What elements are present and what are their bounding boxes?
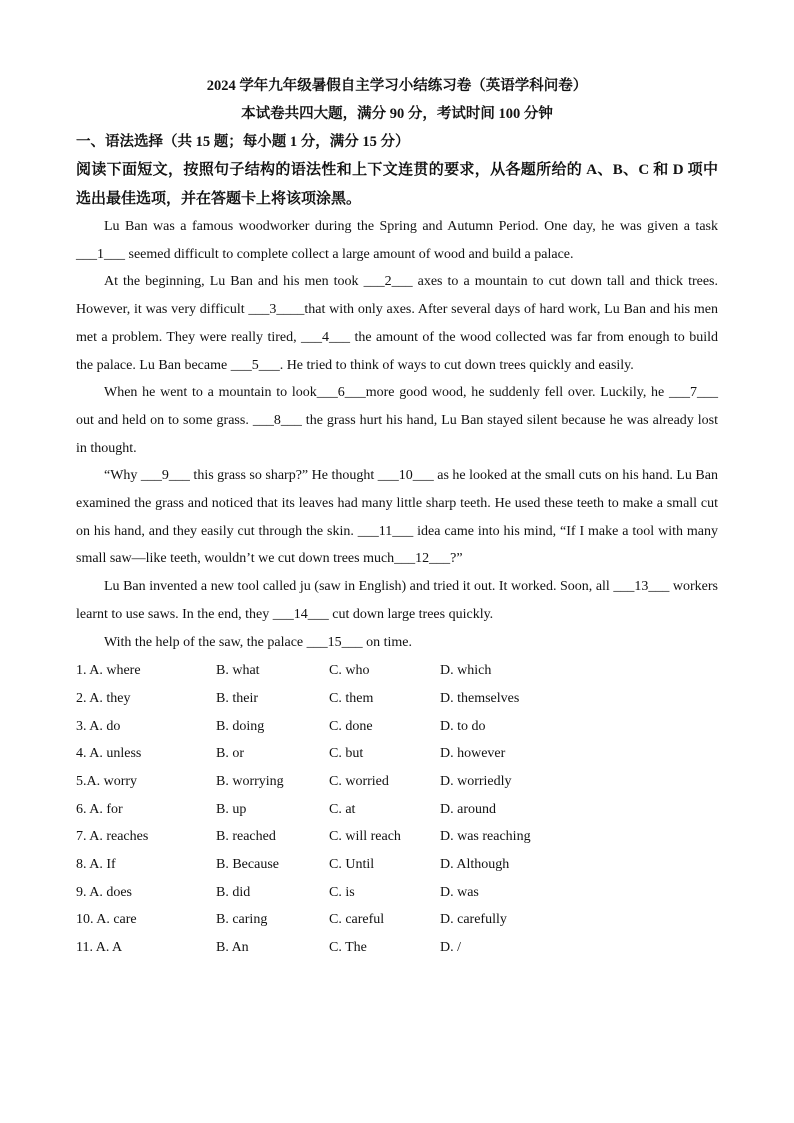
option-b: B. or: [216, 746, 244, 762]
option-c: C. will reach: [329, 829, 401, 845]
option-a: 1. A. where: [76, 663, 141, 679]
option-d: D. to do: [440, 718, 486, 734]
question-options-row: [76, 685, 718, 713]
option-b: B. doing: [216, 718, 265, 734]
option-c: C. but: [329, 746, 364, 762]
question-options-row: [76, 823, 718, 851]
answer-options: [76, 657, 718, 962]
section-heading: 一、语法选择（共 15 题；每小题 1 分，满分 15 分）: [76, 134, 410, 150]
option-d: D. was reaching: [440, 829, 531, 845]
option-a: 8. A. If: [76, 857, 116, 873]
exam-subtitle: 本试卷共四大题，满分 90 分，考试时间 100 分钟: [241, 106, 553, 122]
option-d: D. which: [440, 663, 492, 679]
reading-passage: [76, 213, 718, 656]
option-d: D. /: [440, 940, 461, 956]
option-d: D. worriedly: [440, 774, 512, 789]
option-d: D. Although: [440, 857, 510, 873]
option-c: C. done: [329, 718, 373, 734]
option-b: B. their: [216, 690, 258, 706]
passage-paragraph: “Why ___9___ this grass so sharp?” He thought ___10___ as he looked at the small cuts on his hand. Lu Ban examined the grass and noticed that its leaves had many little sharp teeth. He used these teeth to make a small cut on his hand, and they easily cut through the skin. ___11___ idea came into his mind, “If I make a tool with many small saw—like teeth, wouldn’t we cut down trees much___12___?”: [76, 468, 718, 567]
option-c: C. The: [329, 940, 367, 956]
option-b: B. worrying: [216, 774, 284, 789]
exam-page: [76, 72, 718, 962]
section-instruction: 阅读下面短文，按照句子结构的语法性和上下文连贯的要求，从各题所给的 A、B、C 和 D 项中选出最佳选项，并在答题卡上将该项涂黑。: [76, 162, 718, 207]
passage-paragraph: With the help of the saw, the palace ___15___ on time.: [104, 634, 412, 650]
option-a: 7. A. reaches: [76, 829, 149, 845]
option-a: 9. A. does: [76, 884, 132, 900]
option-c: C. at: [329, 801, 356, 817]
question-options-row: [76, 906, 718, 934]
option-d: D. around: [440, 801, 496, 817]
option-c: C. them: [329, 690, 374, 706]
option-d: D. however: [440, 746, 506, 762]
option-b: B. caring: [216, 912, 268, 928]
option-c: C. worried: [329, 774, 389, 789]
option-a: 2. A. they: [76, 690, 131, 706]
question-options-row: [76, 934, 718, 962]
question-options-row: [76, 713, 718, 741]
option-d: D. was: [440, 884, 479, 900]
option-b: B. up: [216, 801, 247, 817]
option-b: B. An: [216, 940, 249, 956]
option-b: B. did: [216, 884, 251, 900]
option-a: 5.A. worry: [76, 774, 138, 789]
option-b: B. Because: [216, 857, 279, 873]
question-options-row: [76, 768, 718, 796]
question-options-row: [76, 851, 718, 879]
option-b: B. reached: [216, 829, 276, 845]
option-a: 4. A. unless: [76, 746, 142, 762]
option-c: C. who: [329, 663, 370, 679]
option-b: B. what: [216, 663, 260, 679]
option-a: 10. A. care: [76, 912, 137, 928]
passage-paragraph: Lu Ban invented a new tool called ju (saw in English) and tried it out. It worked. Soon, all ___13___ workers learnt to use saws. In the end, they ___14___ cut down large trees quickly.: [76, 579, 718, 622]
exam-title: 2024 学年九年级暑假自主学习小结练习卷（英语学科问卷）: [206, 78, 588, 94]
passage-paragraph: When he went to a mountain to look___6___more good wood, he suddenly fell over. Luckily, he ___7___ out and held on to some grass. ___8___ the grass hurt his hand, Lu Ban stayed silent because he was already lost in thought.: [76, 385, 718, 456]
option-c: C. Until: [329, 857, 375, 873]
option-c: C. is: [329, 884, 355, 900]
passage-paragraph: Lu Ban was a famous woodworker during the Spring and Autumn Period. One day, he was given a task ___1___ seemed difficult to complete collect a large amount of wood and build a palace.: [76, 219, 718, 262]
option-a: 3. A. do: [76, 718, 121, 734]
option-c: C. careful: [329, 912, 385, 928]
question-options-row: [76, 879, 718, 907]
option-d: D. carefully: [440, 912, 507, 928]
option-d: D. themselves: [440, 690, 520, 706]
option-a: 11. A. A: [76, 940, 123, 956]
option-a: 6. A. for: [76, 801, 123, 817]
question-options-row: [76, 796, 718, 824]
question-options-row: [76, 657, 718, 685]
question-options-row: [76, 740, 718, 768]
passage-paragraph: At the beginning, Lu Ban and his men took ___2___ axes to a mountain to cut down tall and thick trees. However, it was very difficult ___3____that with only axes. After several days of hard work, Lu Ban and his men met a problem. They were really tired, ___4___ the amount of the wood collected was far from enough to build the palace. Lu Ban became ___5___. He tried to think of ways to cut down trees quickly and easily.: [76, 274, 718, 373]
